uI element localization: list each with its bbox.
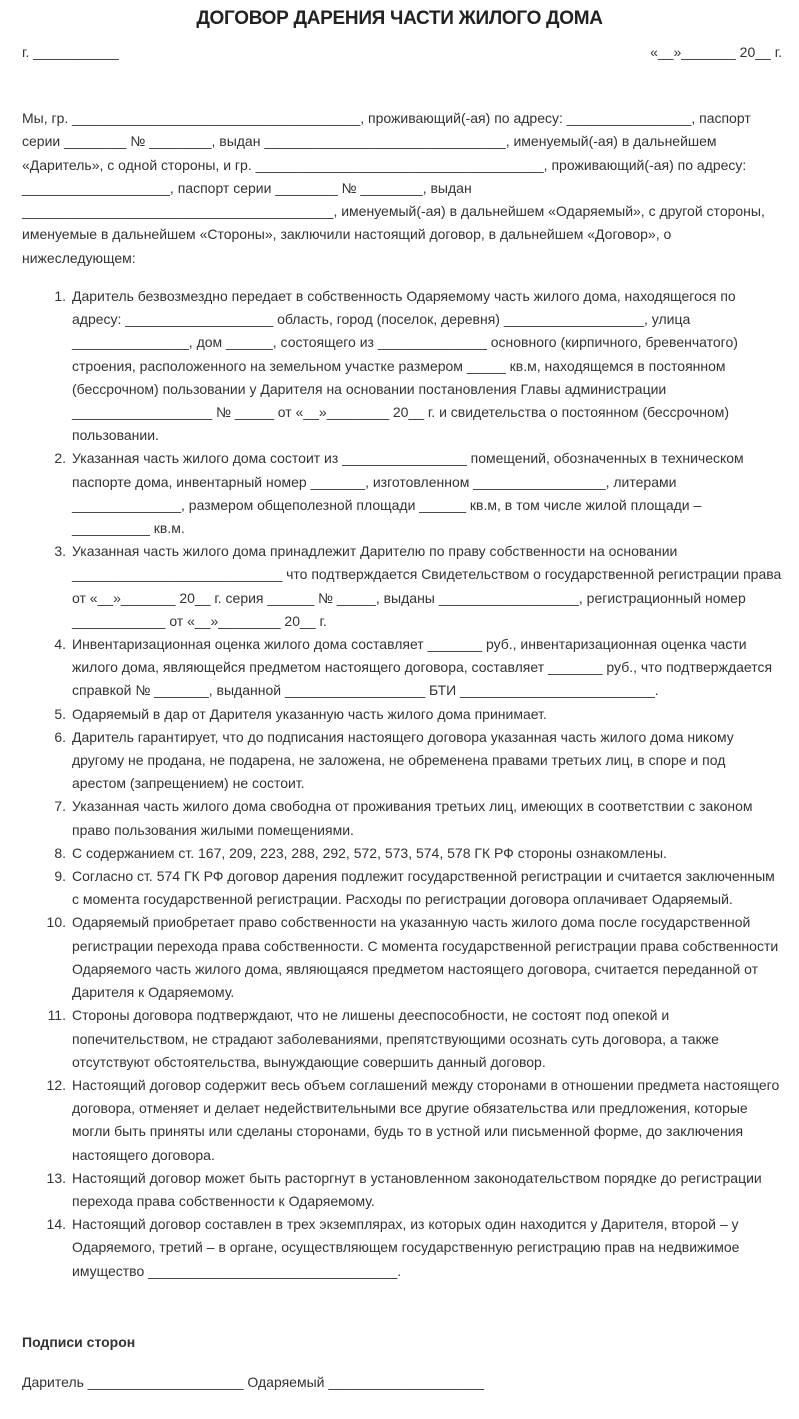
clause-number: 5. [54, 705, 66, 722]
clause-item [22, 842, 782, 865]
clause-item [22, 447, 782, 540]
clause-text: Стороны договора подтверждают, что не лишены дееспособности, не состоят под опекой и попечительством, не страдают заболеваниями, препятствующими осознать суть договора, а также отсутствуют обстоятельства, вынуждающие совершить данный договор. [72, 1007, 719, 1070]
clause-number: 11. [47, 1007, 66, 1024]
clause-number: 6. [54, 728, 66, 745]
clause-text: Настоящий договор содержит весь объем соглашений между сторонами в отношении предмета настоящего договора, отменяет и делает недействительными все другие обязательства или предложения, которые могли быть приняты или сделаны сторонами, будь то в устной или письменной форме, до заключения настоящего договора. [72, 1076, 780, 1163]
clause-number: 13. [46, 1169, 66, 1186]
clauses-list [22, 285, 782, 1283]
clause-text: Указанная часть жилого дома состоит из ________________ помещений, обозначенных в техническом паспорте дома, инвентарный номер _______, изготовленном _________________, литерами ______________, размером общеполезной площади ______ кв.м, в том числе жилой площади – __________ кв.м. [72, 450, 744, 537]
clause-item [22, 1213, 782, 1283]
date-field: «__»_______ 20__ г. [650, 44, 782, 60]
clause-item [22, 1074, 782, 1167]
clause-text: Одаряемый в дар от Дарителя указанную часть жилого дома принимает. [72, 705, 547, 722]
clause-text: Указанная часть жилого дома принадлежит Дарителю по праву собственности на основании ___________________________ что подтверждается Свидетельством о государственной регистрации права от «__»_______ 20__ г. серия ______ № _____, выданы __________________, регистрационный номер ____________ от «__»________ 20__ г. [72, 543, 782, 629]
signatures-heading: Подписи сторон [22, 1334, 136, 1350]
clause-item [22, 633, 782, 703]
clause-item [22, 1004, 782, 1074]
clause-text: Согласно ст. 574 ГК РФ договор дарения подлежит государственной регистрации и считается заключенным с момента государственной регистрации. Расходы по регистрации договора оплачивает Одаряемый. [72, 868, 775, 908]
clause-number: 1. [54, 288, 66, 304]
clause-number: 14. [46, 1216, 66, 1233]
clause-number: 7. [54, 798, 66, 815]
clause-item [22, 865, 782, 911]
clause-text: Настоящий договор составлен в трех экземплярах, из которых один находится у Дарителя, второй – у Одаряемого, третий – в органе, осуществляющем государственную регистрацию прав на недвижимое имущество ________________________________. [72, 1216, 740, 1279]
clause-item [22, 540, 782, 633]
clause-number: 2. [54, 450, 66, 467]
clause-number: 3. [54, 543, 66, 560]
signatures-line: Даритель ____________________ Одаряемый ____________________ [22, 1374, 485, 1390]
clause-item [22, 703, 782, 726]
clause-number: 10. [46, 914, 66, 931]
preamble-paragraph: Мы, гр. _____________________________________, проживающий(-ая) по адресу: ________________, паспорт серии ________ № ________, выдан _______________________________, именуемый(-ая) в дальнейшем «Даритель», с одной стороны, и гр. _____________________________________, проживающий(-ая) по адресу: ___________________, паспорт серии ________ № ________, выдан ________________________________________, именуемый(-ая) в дальнейшем «Одаряемый», с другой стороны, именуемые в дальнейшем «Стороны», заключили настоящий договор, в дальнейшем «Договор», о нижеследующем: [22, 110, 765, 266]
document-title: ДОГОВОР ДАРЕНИЯ ЧАСТИ ЖИЛОГО ДОМА [196, 8, 603, 29]
clause-number: 8. [54, 844, 66, 861]
clause-number: 12. [46, 1076, 66, 1093]
clause-item [22, 285, 782, 447]
clause-text: Даритель гарантирует, что до подписания настоящего договора указанная часть жилого дома никому другому не продана, не подарена, не заложена, не обременена правами третьих лиц, в споре и под арестом (запрещением) не состоит. [72, 728, 734, 792]
clause-item [22, 1167, 782, 1213]
clause-number: 4. [54, 636, 66, 653]
clause-text: Настоящий договор может быть расторгнут в установленном законодательством порядке до регистрации перехода права собственности к Одаряемому. [72, 1169, 762, 1209]
clause-text: Даритель безвозмездно передает в собственность Одаряемому часть жилого дома, находящегося по адресу: ___________________ область, город (поселок, деревня) __________________, улица _______________, дом ______, состоящего из ______________ основного (кирпичного, бревенчатого) строения, расположенного на земельном участке размером _____ кв.м, находящемся в постоянном (бессрочном) пользовании у Дарителя на основании постановления Главы администрации __________________ № _____ от «__»________ 20__ г. и свидетельства о постоянном (бессрочном) пользовании. [72, 288, 738, 444]
place-field: г. ___________ [22, 44, 119, 60]
clause-number: 9. [54, 868, 66, 885]
clause-item [22, 795, 782, 841]
clause-text: Инвентаризационная оценка жилого дома составляет _______ руб., инвентаризационная оценка части жилого дома, являющейся предметом настоящего договора, составляет _______ руб., что подтверждается справкой № _______, выданной __________________ БТИ _________________________. [72, 636, 773, 699]
clause-text: С содержанием ст. 167, 209, 223, 288, 292, 572, 573, 574, 578 ГК РФ стороны ознакомлены. [72, 844, 667, 861]
clause-text: Одаряемый приобретает право собственности на указанную часть жилого дома после государственной регистрации перехода права собственности. С момента государственной регистрации права собственности Одаряемого часть жилого дома, являющаяся предметом настоящего договора, считается переданной от Дарителя к Одаряемому. [72, 914, 779, 1001]
clause-item [22, 726, 782, 796]
clause-item [22, 911, 782, 1004]
clause-text: Указанная часть жилого дома свободна от проживания третьих лиц, имеющих в соответствии с законом право пользования жилыми помещениями. [72, 798, 753, 838]
